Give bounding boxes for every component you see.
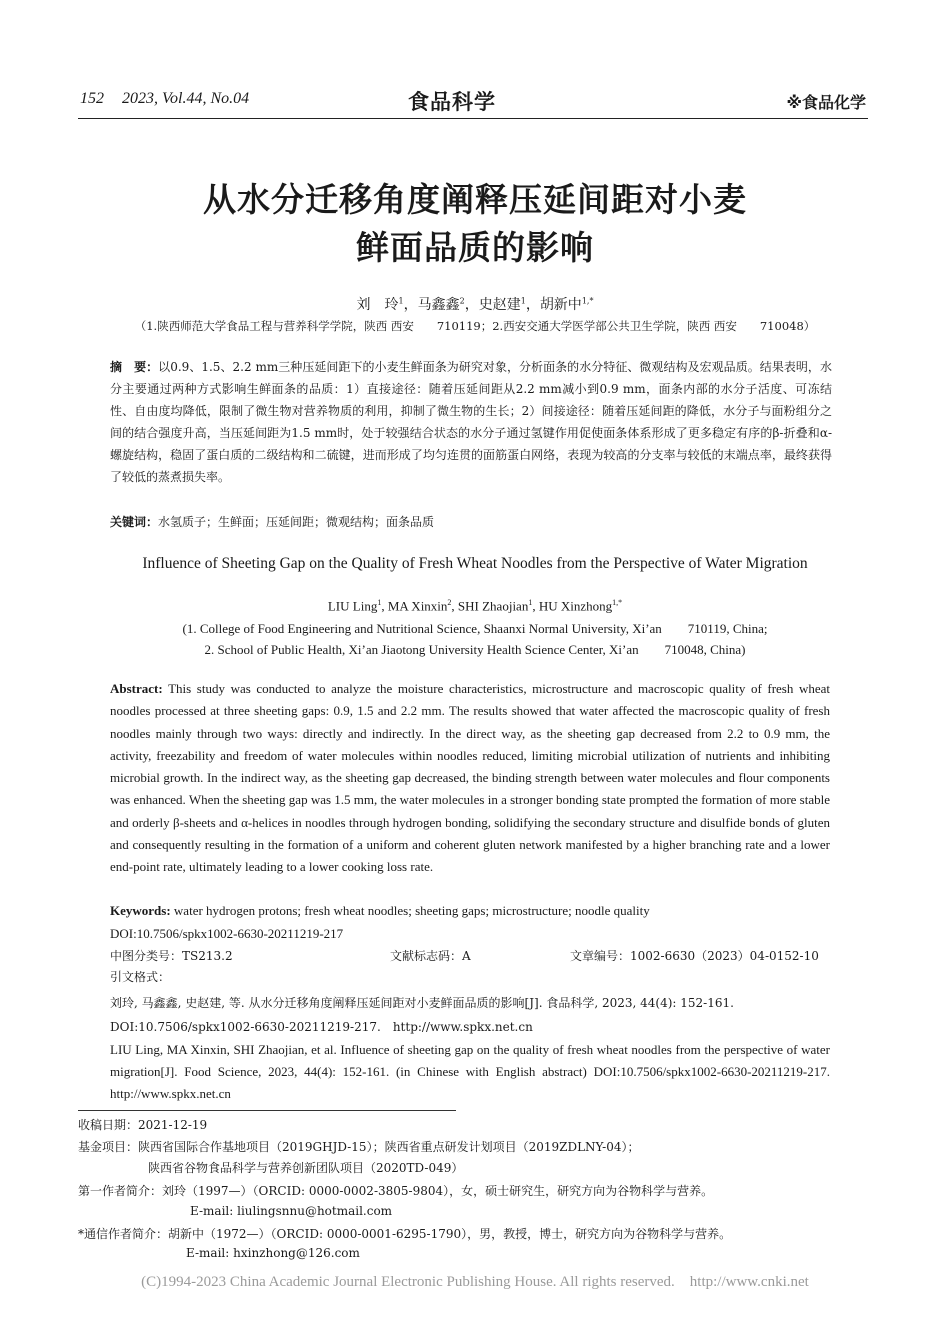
header-rule bbox=[78, 118, 868, 119]
citation-en: LIU Ling, MA Xinxin, SHI Zhaojian, et al. Influence of sheeting gap on the quality of fresh wheat noodles from the perspective of water migration[J]. Food Science, 2023, 44(4): 152-161. (in Chinese with English abstract) DOI:10.7506/spkx1002-6630-20211219-217. http://www.spkx.net.cn bbox=[110, 1042, 844, 1101]
keywords-label-cn: 关键词： bbox=[110, 515, 159, 529]
keywords-cn bbox=[110, 513, 832, 530]
article-number: 文章编号：1002-6630（2023）04-0152-10 bbox=[570, 949, 819, 963]
cnki-watermark: (C)1994-2023 China Academic Journal Electronic Publishing House. All rights reserved. http://www.cnki.net bbox=[141, 1274, 809, 1290]
author-sup: 1 bbox=[377, 598, 382, 607]
abstract-label-en: Abstract: bbox=[110, 681, 163, 696]
author-sup: 1,* bbox=[612, 598, 623, 607]
author-name-en: MA Xinxin bbox=[387, 598, 448, 614]
affiliation-en-line: 2. School of Public Health, Xi’an Jiaotong University Health Science Center, Xi’an 710048, China) bbox=[204, 642, 746, 657]
keywords-text-cn: 水氢质子；生鲜面；压延间距；微观结构；面条品质 bbox=[158, 515, 435, 529]
author-sup: 1 bbox=[398, 296, 404, 306]
corresponding-author-bio: *通信作者简介：胡新中（1972—）（ORCID: 0000-0001-6295-1790），男，教授，博士，研究方向为谷物科学与营养。 bbox=[78, 1227, 732, 1241]
author-name-en: HU Xinzhong bbox=[538, 598, 613, 614]
english-title: Influence of Sheeting Gap on the Quality of Fresh Wheat Noodles from the Perspective of Water Migration bbox=[142, 555, 808, 572]
title-line-1: 从水分迁移角度阐释压延间距对小麦 bbox=[203, 180, 747, 219]
abstract-en bbox=[110, 678, 830, 879]
corresponding-author-email[interactable]: E-mail: hxinzhong@126.com bbox=[186, 1246, 360, 1260]
abstract-label-cn: 摘 要： bbox=[110, 360, 159, 374]
author-name: 史赵建 bbox=[478, 297, 521, 313]
document-code: 文献标志码：A bbox=[390, 949, 471, 963]
article-title bbox=[0, 176, 950, 272]
author-sup: 1 bbox=[520, 296, 526, 306]
citation-label: 引文格式： bbox=[110, 970, 171, 984]
author-sup: 2 bbox=[459, 296, 465, 306]
authors-en: LIU Ling$^1$, MA Xinxin$^2$, SHI Zhaojian$^1$, HU Xinzhong$^{1,*}$ bbox=[327, 598, 623, 614]
affiliation-en bbox=[0, 618, 950, 660]
clc-number: 中图分类号：TS213.2 bbox=[110, 949, 233, 963]
author-name: 胡新中 bbox=[539, 297, 582, 313]
page-number: 152 bbox=[80, 90, 104, 107]
authors-cn: 刘 玲$^1$，马鑫鑫$^2$，史赵建$^1$，胡新中$^{1,*}$ bbox=[356, 296, 594, 313]
author-name: 马鑫鑫 bbox=[417, 297, 460, 313]
abstract-text-en: This study was conducted to analyze the moisture characteristics, microstructure and macroscopic quality of fresh wheat noodles processed at three sheeting gaps: 0.9, 1.5 and 2.2 mm. The results showed that water affected the macroscopic quality of fresh noodles mainly through two ways: directly and indirectly. In the direct way, as the sheeting gap decreased from 2.2 to 0.9 mm, the activity, freezability and freedom of water molecules within noodles reduced, limiting microbial utilization of nutrients and inhibiting microbial growth. In the indirect way, as the sheeting gap decreased, the binding strength between water molecules and flour components was enhanced. When the sheeting gap was 1.5 mm, the water molecules in a stronger bonding state prompted the formation of more stable and orderly β-sheets and α-helices in noodles through hydrogen bonding, solidifying the secondary structure and disulfide bonds of gluten and consequently resulting in the formation of a uniform and coherent gluten network manifested by a higher branching rate and a lower end-point rate, ultimately leading to a lower cooking loss rate. bbox=[110, 681, 830, 875]
journal-logo: 食品科学 bbox=[408, 90, 496, 114]
first-author-email[interactable]: E-mail: liulingsnnu@hotmail.com bbox=[190, 1204, 393, 1218]
doi[interactable]: DOI:10.7506/spkx1002-6630-20211219-217 bbox=[110, 926, 344, 941]
running-header-left bbox=[80, 90, 263, 108]
affiliation-cn: （1.陕西师范大学食品工程与营养科学学院，陕西 西安 710119；2.西安交通大学医学部公共卫生学院，陕西 西安 710048） bbox=[134, 319, 816, 333]
issue-info: 2023, Vol.44, No.04 bbox=[122, 90, 250, 107]
keywords-text-en: water hydrogen protons; fresh wheat noodles; sheeting gaps; microstructure; noodle quality bbox=[170, 903, 650, 918]
author-sup: 2 bbox=[447, 598, 452, 607]
keywords-label-en: Keywords: bbox=[110, 903, 171, 918]
keywords-en bbox=[110, 903, 830, 919]
affiliation-en-line: (1. College of Food Engineering and Nutritional Science, Shaanxi Normal University, Xi’an 710119, China; bbox=[182, 621, 768, 636]
citation-cn: 刘玲, 马鑫鑫, 史赵建, 等. 从水分迁移角度阐释压延间距对小麦鲜面品质的影响[J]. 食品科学, 2023, 44(4): 152-161. DOI:10.7506/spkx1002-6630-20211219-217. http://www.spkx.net.cn bbox=[110, 996, 734, 1034]
author-sup: 1,* bbox=[581, 296, 594, 306]
author-name-en: LIU Ling bbox=[327, 598, 378, 614]
author-name: 刘 玲 bbox=[356, 297, 399, 313]
first-author-bio: 第一作者简介：刘玲（1997—）（ORCID: 0000-0002-3805-9804），女，硕士研究生，研究方向为谷物科学与营养。 bbox=[78, 1184, 714, 1198]
author-name-en: SHI Zhaojian bbox=[457, 598, 529, 614]
title-line-2: 鲜面品质的影响 bbox=[356, 228, 594, 267]
footnote-rule bbox=[78, 1110, 456, 1111]
abstract-text-cn: 以0.9、1.5、2.2 mm三种压延间距下的小麦生鲜面条为研究对象，分析面条的水分特征、微观结构及宏观品质。结果表明，水分主要通过两种方式影响生鲜面条的品质：1）直接途径：随着压延间距从2.2 mm减小到0.9 mm，面条内部的水分子活度、可冻结性、自由度均降低，限制了微生物对营养物质的利用，抑制了微生物的生长；2）间接途径：随着压延间距的降低，水分子与面粉组分之间的结合强度升高，当压延间距为1.5 mm时，处于较强结合状态的水分子通过氢键作用促使面条体系形成了更多稳定有序的β-折叠和α-螺旋结构，稳固了蛋白质的二级结构和二硫键，进而形成了均匀连贯的面筋蛋白网络，表现为较高的分支率与较低的末端点率，最终获得了较低的蒸煮损失率。 bbox=[110, 360, 832, 484]
author-sup: 1 bbox=[528, 598, 533, 607]
section-label: ※食品化学 bbox=[786, 93, 866, 112]
received-date: 收稿日期：2021-12-19 bbox=[78, 1118, 208, 1132]
abstract-cn bbox=[110, 356, 832, 488]
funding-line-1: 基金项目：陕西省国际合作基地项目（2019GHJD-15）；陕西省重点研发计划项目（2019ZDLNY-04）； bbox=[78, 1140, 640, 1154]
funding-line-2: 陕西省谷物食品科学与营养创新团队项目（2020TD-049） bbox=[148, 1161, 464, 1175]
